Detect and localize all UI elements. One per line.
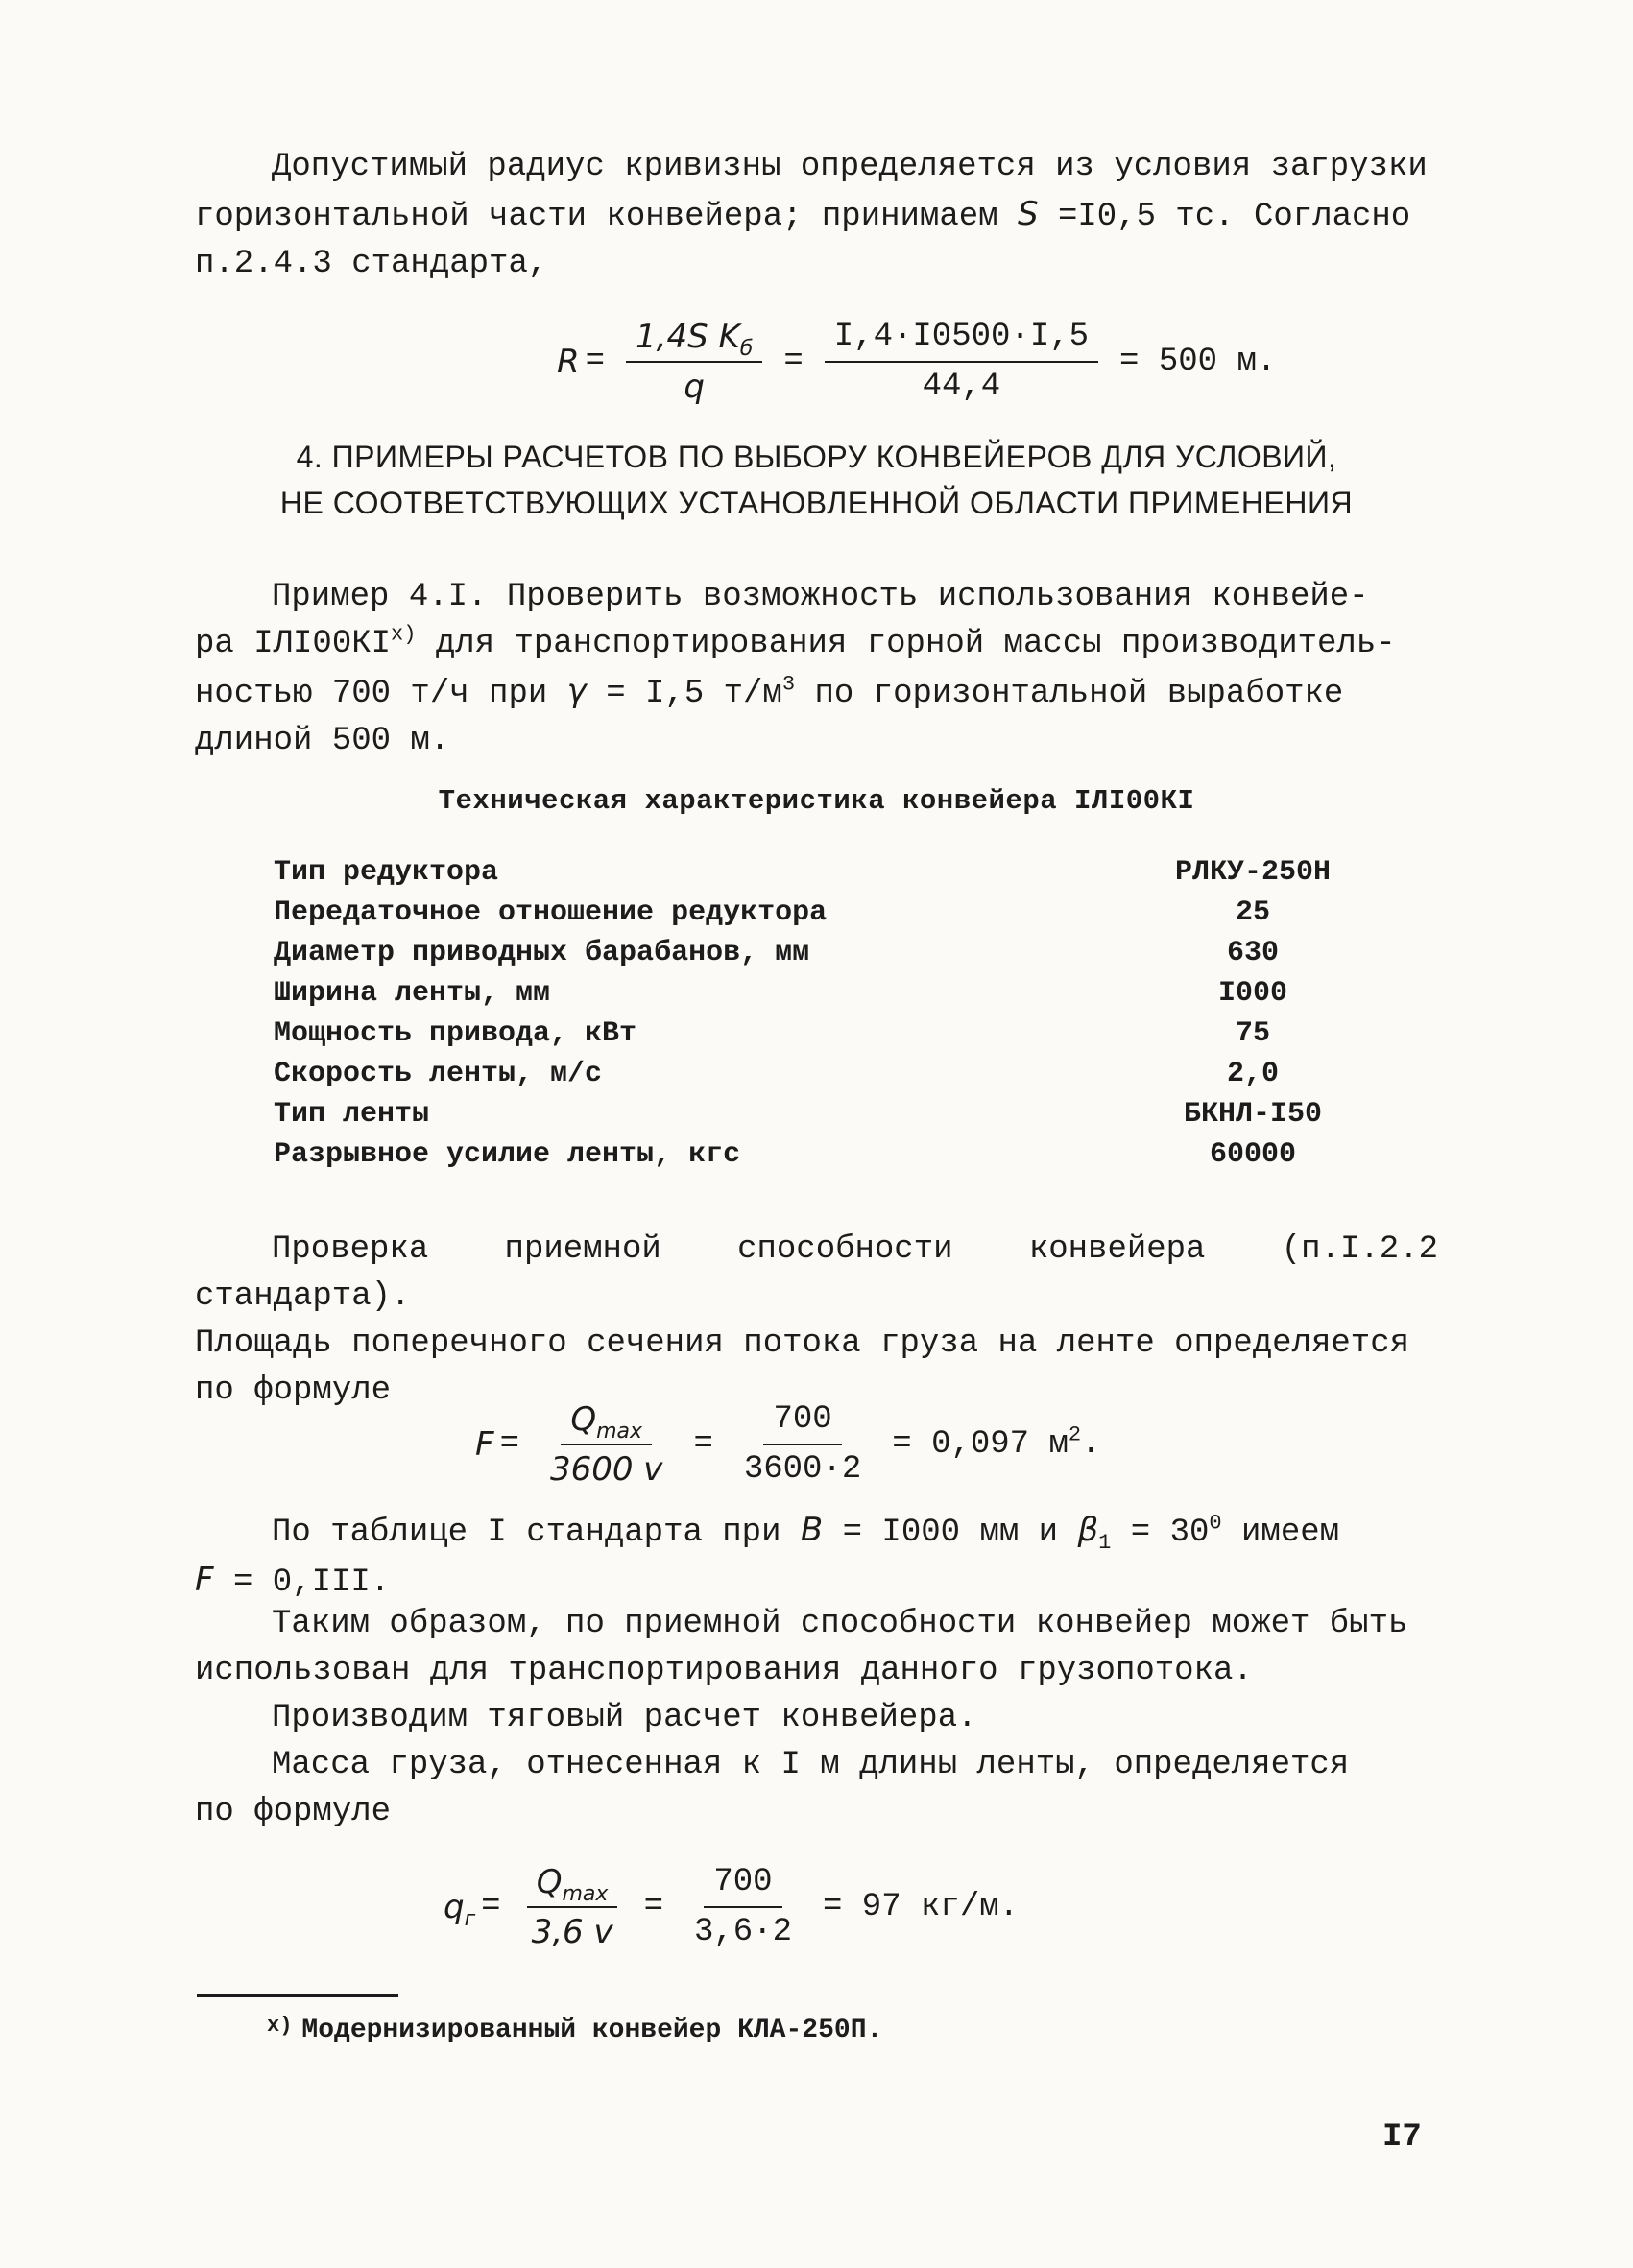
formula3-result: = 97 кг/м. [823,1889,1020,1925]
spec-value: РЛКУ-250Н [1174,856,1332,889]
paragraph-curvature-radius [195,144,1438,288]
var-s: S [1017,195,1039,233]
cube-sup: 3 [781,672,796,697]
formula3-lhs: q [444,1888,465,1926]
formula1-result: = 500 м. [1119,344,1277,380]
footnote-ref: x) [391,622,417,647]
formula3-eq2: = [643,1889,663,1925]
footnote-rule [197,1994,398,1997]
formula-radius [557,317,1282,407]
footnote [267,2016,882,2045]
formula1-den2: 44,4 [922,369,1001,405]
var-gamma: γ [566,672,587,710]
formula1-eq: = [585,344,606,380]
page-number: I7 [1382,2119,1422,2156]
formula3-den1: 3,6 v [531,1913,613,1951]
formula3-frac1 [522,1862,623,1952]
para1-line2b: =I0,5 тс. Согласно [1038,199,1411,235]
formula-cross-section [475,1399,1107,1490]
example-line3b: = I,5 т/м [586,676,782,712]
spec-label: Передаточное отношение редуктора [274,896,828,929]
formula3-lhs-sub: г [464,1906,476,1931]
table-row [274,893,1358,933]
example-line3c: по горизонтальной выработке [795,676,1344,712]
table-row [274,1054,1358,1094]
formula1-frac1 [626,317,762,407]
formula2-lhs: F [475,1425,494,1464]
beta-sub: 1 [1098,1530,1112,1555]
paragraph-table-lookup [195,1507,1438,1607]
para1-line2: горизонтальной части конвейера; принимаем [195,199,1018,235]
para1-line3: п.2.4.3 стандарта, [195,246,548,282]
table-caption: Техническая характеристика конвейера IЛI00КI [438,785,1195,817]
spec-label: Ширина ленты, мм [274,977,551,1010]
formula2-result-sup: 2 [1068,1422,1082,1447]
formula1-frac2 [825,317,1098,407]
degree-sup: 0 [1209,1511,1222,1536]
para4-line2: использован для транспортирования данного грузопотока. [195,1653,1253,1689]
formula2-eq2: = [693,1426,713,1463]
formula2-num2: 700 [763,1399,841,1445]
paragraph-capacity-check [195,1227,1438,1415]
formula3-eq: = [481,1889,501,1925]
formula2-result-end: . [1081,1426,1101,1463]
formula3-num2: 700 [704,1862,781,1908]
spec-value: БКНЛ-I50 [1183,1098,1323,1131]
spec-label: Тип ленты [274,1098,430,1131]
formula1-num1-sub: б [739,336,754,361]
formula1-den1: q [684,368,705,406]
para2-line1: Проверка приемной способности конвейера (п.I.2.2 стандарта). [195,1231,1438,1315]
formula2-num1: Q [570,1400,597,1439]
spec-label: Разрывное усилие ленты, кгс [274,1138,741,1171]
formula2-den1: 3600 v [549,1450,663,1489]
spec-label: Мощность привода, кВт [274,1017,637,1050]
spec-value: 2,0 [1226,1058,1279,1090]
example-line4: длиной 500 м. [195,723,450,759]
table-row [274,1094,1358,1134]
footnote-text: Модернизированный конвейер КЛА-250П. [301,2016,883,2045]
formula1-num2: I,4·I0500·I,5 [825,317,1098,363]
formula3-frac2 [684,1862,802,1952]
section-heading-line2: НЕ СООТВЕТСТВУЮЩИХ УСТАНОВЛЕННОЙ ОБЛАСТИ ПРИМЕНЕНИЯ [279,486,1354,520]
table-row [274,1134,1358,1175]
formula2-frac1 [540,1399,672,1490]
paragraph-example [195,574,1438,765]
para3-line1b: = I000 мм и [823,1515,1078,1551]
para5-line1: Производим тяговый расчет конвейера. [272,1700,977,1736]
spec-label: Диаметр приводных барабанов, мм [274,937,810,969]
spec-label: Тип редуктора [274,856,499,889]
para2-line2: Площадь поперечного сечения потока груза на ленте определяется [195,1325,1410,1362]
example-line1: Пример 4.I. Проверить возможность использования конвейе- [272,579,1369,615]
formula2-num1-sub: max [596,1419,643,1444]
para3-line1c: = 30 [1111,1515,1210,1551]
section-heading [195,434,1438,526]
formula1-lhs: R [557,343,580,381]
spec-value: 60000 [1209,1138,1296,1171]
example-line2b: для транспортирования горной массы производитель- [416,626,1396,662]
para3-line1a: По таблице I стандарта при [272,1515,801,1551]
spec-value: I000 [1217,977,1287,1010]
table-row [274,1014,1358,1054]
table-row [274,973,1358,1014]
formula2-eq: = [499,1426,519,1463]
formula2-den2: 3600·2 [743,1451,862,1488]
para6-line1: Масса груза, отнесенная к I м длины ленты, определяется [272,1747,1350,1783]
formula3-den2: 3,6·2 [693,1914,792,1950]
footnote-marker: x) [267,2014,293,2038]
para6-line2: по формуле [195,1794,392,1830]
spec-label: Скорость ленты, м/с [274,1058,603,1090]
para1-line1: Допустимый радиус кривизны определяется из условия загрузки [272,149,1428,185]
para2-line3: по формуле [195,1373,392,1409]
section-heading-line1: 4. ПРИМЕРЫ РАСЧЕТОВ ПО ВЫБОРУ КОНВЕЙЕРОВ ДЛЯ УСЛОВИЙ, [296,440,1337,474]
formula2-frac2 [734,1399,871,1490]
var-b: B [800,1511,824,1549]
example-line3a: ностью 700 т/ч при [195,676,567,712]
var-beta: β [1077,1511,1099,1549]
spec-table [274,852,1358,1175]
var-f: F [195,1561,214,1599]
paragraph-conclusion [195,1601,1438,1695]
formula3-num1: Q [536,1863,563,1901]
paragraph-load-mass [195,1742,1438,1836]
para3-line1d: имеем [1221,1515,1340,1551]
formula1-eq2: = [783,344,804,380]
formula2-result: = 0,097 м [892,1426,1069,1463]
spec-value: 25 [1235,896,1270,929]
formula3-num1-sub: max [562,1881,609,1906]
spec-value: 630 [1226,937,1279,969]
para3-line2: = 0,III. [213,1564,391,1601]
table-row [274,933,1358,973]
table-row [274,852,1358,893]
spec-value: 75 [1235,1017,1270,1050]
example-line2a: ра IЛI00КI [195,626,392,662]
para4-line1: Таким образом, по приемной способности конвейер может быть [272,1606,1408,1642]
paragraph-traction [195,1695,1438,1742]
formula-load-mass [444,1862,1024,1952]
formula1-num1: 1,4S K [636,318,740,356]
